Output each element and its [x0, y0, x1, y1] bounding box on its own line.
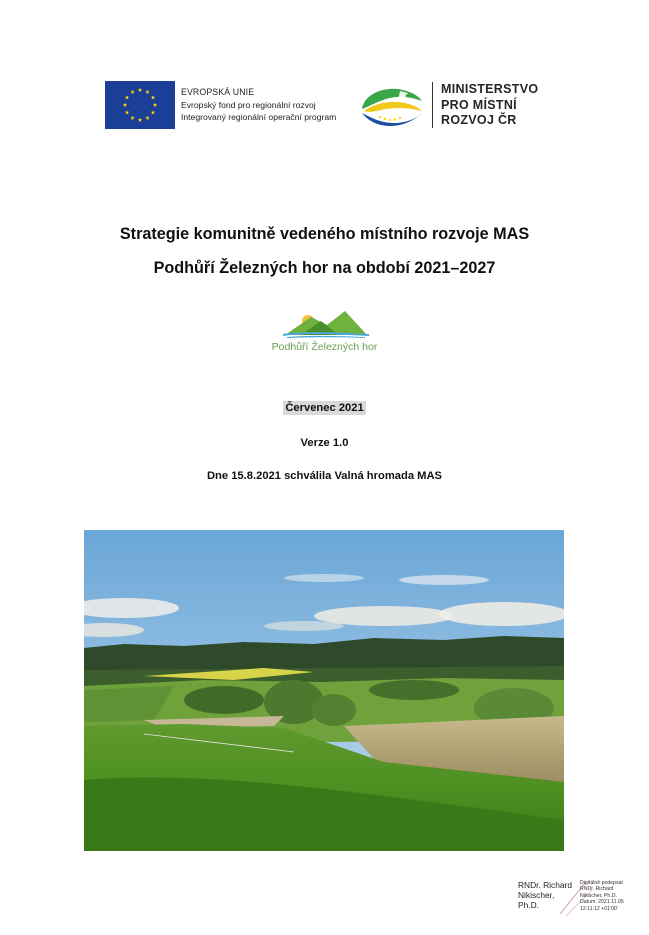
document-title-line-2: Podhůří Železných hor na období 2021–2027	[153, 259, 496, 277]
ministry-divider	[432, 82, 433, 128]
signer-name-line: RNDr. Richard	[518, 880, 572, 890]
ministry-name	[441, 82, 538, 129]
signature-detail-line: Digitálně podepsal	[580, 880, 623, 886]
mas-hills-logo-icon	[281, 307, 371, 339]
eu-fund-text	[181, 86, 336, 124]
ministry-logo-icon	[358, 83, 426, 127]
signature-detail-line: Datum: 2021.11.05	[580, 899, 624, 906]
eu-title: EVROPSKÁ UNIE	[181, 87, 255, 97]
ministry-line-3: ROZVOJ ČR	[441, 113, 517, 127]
eu-program-line: Integrovaný regionální operační program	[181, 112, 337, 122]
document-version: Verze 1.0	[300, 437, 349, 449]
date-line	[0, 402, 649, 414]
ministry-line-2: PRO MÍSTNÍ	[441, 97, 517, 112]
approval-statement: Dne 15.8.2021 schválila Valná hromada MAS	[206, 470, 443, 482]
eu-flag-icon	[105, 81, 175, 129]
eu-fund-line: Evropský fond pro regionální rozvoj	[181, 99, 316, 110]
ministry-line-1: MINISTERSTVO	[441, 82, 539, 96]
landscape-photo	[84, 530, 564, 851]
document-title-line-1: Strategie komunitně vedeného místního rozvoje MAS	[119, 225, 530, 243]
signature-details	[580, 880, 624, 912]
signer-name-line: Nikischer,	[518, 890, 555, 900]
signature-detail-line: RNDr. Richard	[580, 886, 614, 893]
document-date: Červenec 2021	[285, 402, 364, 414]
mas-logo-text: Podhůří Železných hor	[271, 341, 378, 353]
signature-detail-line: 12:11:12 +01'00'	[580, 905, 618, 912]
signature-detail-line: Nikischer, Ph.D.	[580, 892, 617, 899]
signer-name-line: Ph.D.	[518, 900, 539, 910]
